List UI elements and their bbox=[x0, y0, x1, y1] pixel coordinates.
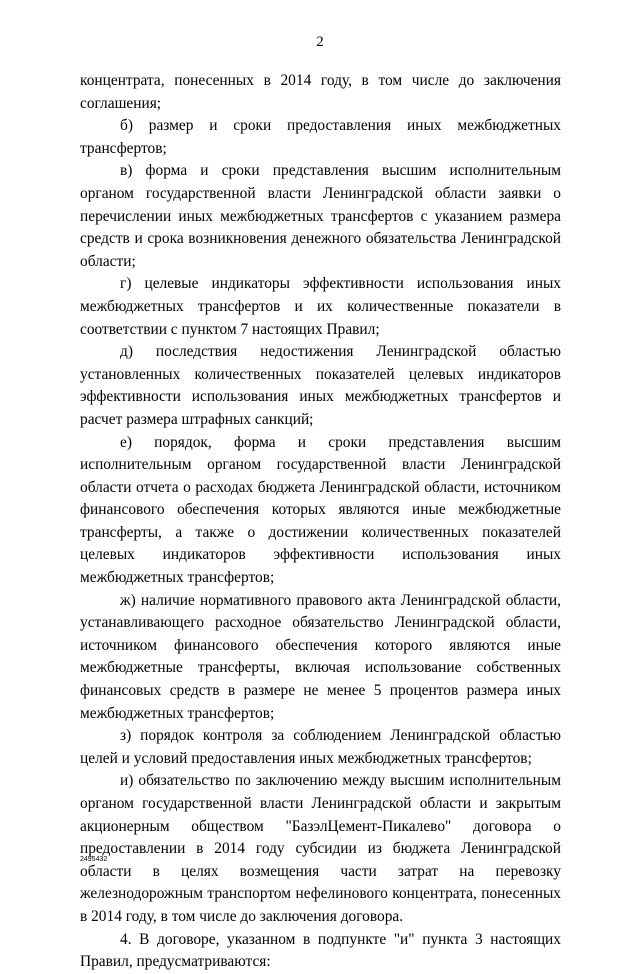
paragraph-z: з) порядок контроля за соблюдением Ленинградской областью целей и условий предоставления иных межбюджетных трансфертов; bbox=[80, 727, 561, 767]
document-id: 2495432 bbox=[80, 856, 108, 863]
paragraph-e: е) порядок, форма и сроки представления высшим исполнительным органом государственной власти Ленинградской области отчета о расходах бюджета Ленинградской области, источником финансового обеспечения которых являются иные межбюджетные трансферты, а также о достижении количественных показателей целевых индикаторов эффективности использования иных межбюджетных трансфертов; bbox=[80, 433, 561, 587]
document-body bbox=[80, 70, 561, 974]
paragraph-4: 4. В договоре, указанном в подпункте "и" пункта 3 настоящих Правил, предусматриваются: bbox=[80, 930, 561, 971]
paragraph-v: в) форма и сроки представления высшим исполнительным органом государственной власти Ленинградской области заявки о перечислении иных межбюджетных трансфертов с указанием размера средств и срока возникновения денежного обязательства Ленинградской области; bbox=[80, 162, 561, 270]
paragraph-b: б) размер и сроки предоставления иных межбюджетных трансфертов; bbox=[80, 117, 561, 157]
paragraph-continuation: концентрата, понесенных в 2014 году, в том числе до заключения соглашения; bbox=[80, 72, 561, 112]
paragraph-g: г) целевые индикаторы эффективности использования иных межбюджетных трансфертов и их количественные показатели в соответствии с пунктом 7 настоящих Правил; bbox=[80, 275, 561, 338]
page-number: 2 bbox=[316, 34, 324, 50]
paragraph-d: д) последствия недостижения Ленинградской областью установленных количественных показателей целевых индикаторов эффективности использования иных межбюджетных трансфертов и расчет размера штрафных санкций; bbox=[80, 343, 561, 428]
paragraph-zh: ж) наличие нормативного правового акта Ленинградской области, устанавливающего расходное обязательство Ленинградской области, источником финансового обеспечения которого являются иные межбюджетные трансферты, включая использование собственных финансовых средств в размере не менее 5 процентов размера иных межбюджетных трансфертов; bbox=[80, 591, 561, 722]
paragraph-i: и) обязательство по заключению между высшим исполнительным органом государственной власти Ленинградской области и закрытым акционерным обществом "БазэлЦемент-Пикалево" договора о предоставлении в 2014 году субсидии из бюджета Ленинградской области в целях возмещения части затрат на перевозку железнодорожным транспортом нефелинового концентрата, понесенных в 2014 году, в том числе до заключения договора. bbox=[80, 772, 561, 925]
